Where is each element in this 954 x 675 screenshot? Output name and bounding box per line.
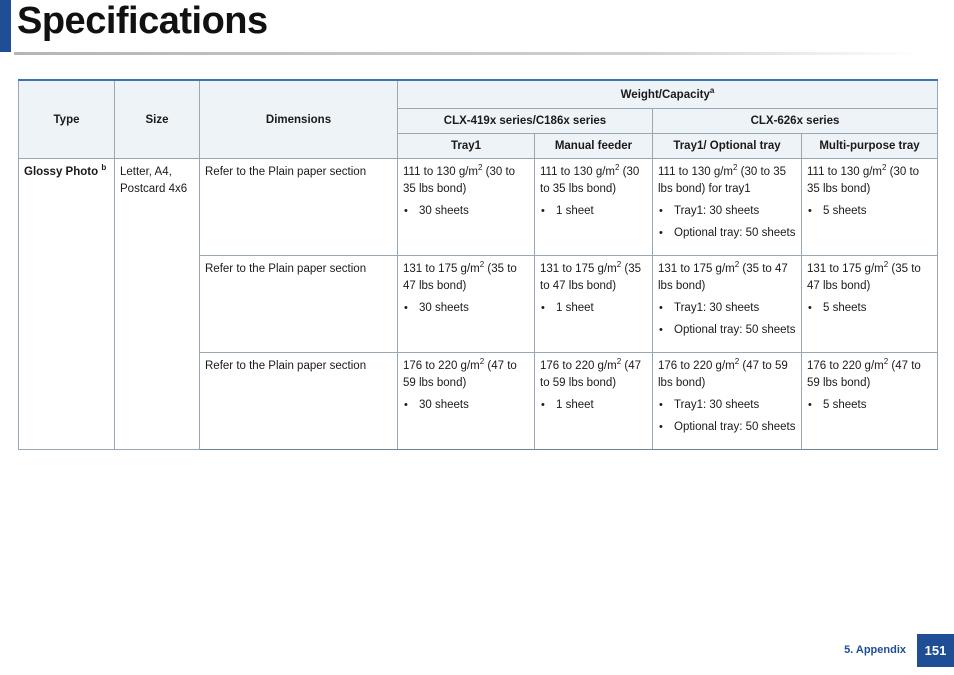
spec-cell — [653, 159, 802, 256]
list-item: • Tray1: 30 sheets — [658, 397, 796, 414]
weight-text: 111 to 130 $g/m^2$ (30 to 35 lbs bond) — [807, 163, 920, 195]
header-accent-bar — [0, 0, 11, 52]
header-type: Type — [19, 80, 115, 159]
weight-text: 176 to 220 $g/m^2$ (47 to 59 lbs bond) — [540, 357, 642, 389]
page-title: Specifications — [17, 0, 268, 42]
list-item: • 30 sheets — [403, 203, 529, 220]
type-cell — [19, 159, 115, 450]
list-item: • 30 sheets — [403, 397, 529, 414]
spec-cell — [802, 159, 938, 256]
weight-text: 111 to 130 $g/m^2$ (30 to 35 lbs bond) — [403, 163, 516, 195]
table-row — [19, 159, 938, 256]
list-item: • Tray1: 30 sheets — [658, 203, 796, 220]
header-manual-feeder: Manual feeder — [535, 134, 653, 159]
footer-section-label: 5. Appendix — [844, 644, 906, 656]
spec-cell — [802, 353, 938, 450]
header-multi-purpose: Multi-purpose tray — [802, 134, 938, 159]
spec-cell — [802, 256, 938, 353]
dimensions-cell: Refer to the Plain paper section — [200, 159, 398, 256]
list-item: • 1 sheet — [540, 300, 647, 317]
title-divider — [14, 52, 919, 55]
weight-text: 176 to 220 $g/m^2$ (47 to 59 lbs bond) — [807, 357, 921, 389]
spec-cell — [535, 353, 653, 450]
header-series-2: CLX-626x series — [653, 109, 938, 134]
header-tray1: Tray1 — [398, 134, 535, 159]
type-footnote: b — [101, 163, 107, 173]
spec-cell — [535, 159, 653, 256]
size-cell: Letter, A4, Postcard 4x6 — [115, 159, 200, 450]
page-number-badge: 151 — [917, 634, 954, 667]
list-item: • 5 sheets — [807, 203, 932, 220]
weight-text: 131 to 175 $g/m^2$ (35 to 47 lbs bond) — [403, 260, 517, 292]
list-item: • Optional tray: 50 sheets — [658, 225, 796, 242]
list-item: • Optional tray: 50 sheets — [658, 322, 796, 339]
weight-text: 111 to 130 $g/m^2$ (30 to 35 lbs bond) — [540, 163, 640, 195]
header-tray1-optional: Tray1/ Optional tray — [653, 134, 802, 159]
spec-cell — [398, 256, 535, 353]
header-dimensions: Dimensions — [200, 80, 398, 159]
list-item: • Tray1: 30 sheets — [658, 300, 796, 317]
weight-capacity-footnote: a — [709, 85, 715, 95]
spec-cell — [398, 159, 535, 256]
type-label: Glossy Photo — [24, 166, 102, 178]
list-item: • 5 sheets — [807, 300, 932, 317]
weight-capacity-label: Weight/Capacity — [620, 88, 710, 101]
glossy-photo-spec-table — [18, 79, 938, 450]
list-item: • 30 sheets — [403, 300, 529, 317]
header-size: Size — [115, 80, 200, 159]
weight-text: 131 to 175 $g/m^2$ (35 to 47 lbs bond) — [540, 260, 642, 292]
weight-text: 176 to 220 $g/m^2$ (47 to 59 lbs bond) — [403, 357, 517, 389]
weight-text: 131 to 175 $g/m^2$ (35 to 47 lbs bond) — [807, 260, 921, 292]
list-item: • 1 sheet — [540, 203, 647, 220]
weight-text: 176 to 220 $g/m^2$ (47 to 59 lbs bond) — [658, 357, 788, 389]
header-weight-capacity — [398, 80, 938, 109]
dimensions-cell: Refer to the Plain paper section — [200, 256, 398, 353]
spec-cell — [398, 353, 535, 450]
list-item: • 5 sheets — [807, 397, 932, 414]
list-item: • 1 sheet — [540, 397, 647, 414]
header-series-1: CLX-419x series/C186x series — [398, 109, 653, 134]
spec-cell — [653, 256, 802, 353]
weight-text: 111 to 130 $g/m^2$ (30 to 35 lbs bond) for tray1 — [658, 163, 787, 195]
weight-text: 131 to 175 $g/m^2$ (35 to 47 lbs bond) — [658, 260, 788, 292]
list-item: • Optional tray: 50 sheets — [658, 419, 796, 436]
spec-cell — [653, 353, 802, 450]
dimensions-cell: Refer to the Plain paper section — [200, 353, 398, 450]
spec-cell — [535, 256, 653, 353]
